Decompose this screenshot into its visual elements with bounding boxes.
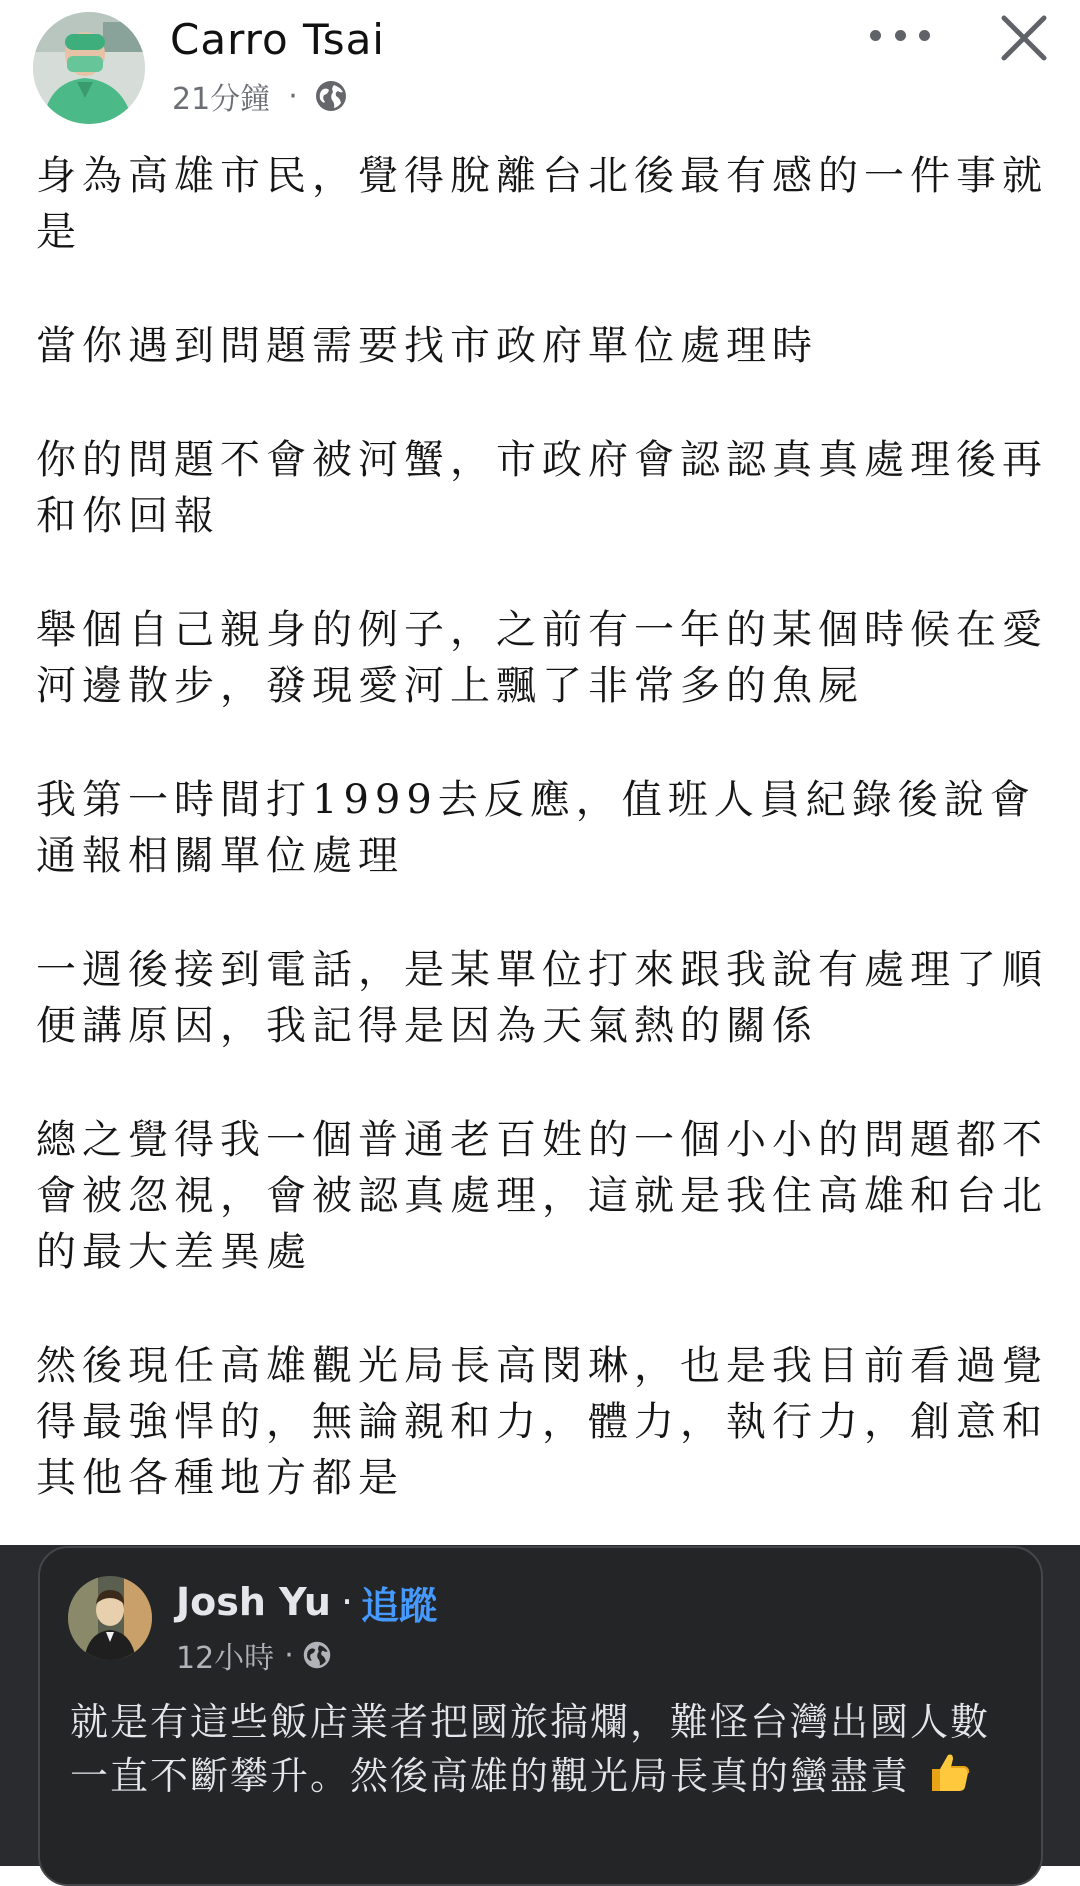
close-button[interactable] (996, 10, 1052, 66)
post-paragraph: 總之覺得我一個普通老百姓的一個小小的問題都不會被忽視，會被認真處理，這就是我住高雄和台北的最大差異處 (36, 1117, 1048, 1275)
comment-meta (176, 1633, 332, 1677)
commenter-avatar[interactable] (68, 1576, 152, 1660)
more-dot (895, 30, 906, 41)
more-dots-icon (870, 30, 881, 41)
post-paragraph: 舉個自己親身的例子，之前有一年的某個時候在愛河邊散步，發現愛河上飄了非常多的魚屍 (36, 607, 1048, 709)
author-avatar[interactable] (33, 12, 145, 124)
post-time[interactable]: 21分鐘 (172, 82, 271, 117)
post-body (36, 148, 1056, 1506)
post-meta (172, 74, 348, 118)
close-icon (996, 10, 1052, 66)
commenter-name[interactable]: Josh Yu (176, 1580, 331, 1624)
post-header (0, 0, 1080, 135)
meta-separator: · (284, 1637, 294, 1673)
author-name[interactable]: Carro Tsai (170, 15, 385, 64)
post-paragraph: 一週後接到電話，是某單位打來跟我說有處理了順便講原因，我記得是因為天氣熱的關係 (36, 947, 1048, 1049)
post-paragraph: 當你遇到問題需要找市政府單位處理時 (36, 323, 818, 369)
post-paragraph: 然後現任高雄觀光局長高閔琳，也是我目前看過覺得最強悍的，無論親和力，體力，執行力，創意和其他各種地方都是 (36, 1343, 1048, 1501)
post-paragraph: 你的問題不會被河蟹，市政府會認認真真處理後再和你回報 (36, 437, 1048, 539)
post-paragraph: 身為高雄市民，覺得脫離台北後最有感的一件事就是 (36, 153, 1048, 255)
thumbs-up-icon (926, 1749, 972, 1795)
comment-header (176, 1574, 437, 1630)
post-paragraph: 我第一時間打1999去反應，值班人員紀錄後說會通報相關單位處理 (36, 777, 1036, 879)
more-options-button[interactable] (870, 20, 930, 50)
header-separator: · (340, 1580, 354, 1624)
globe-icon (314, 79, 348, 113)
globe-icon (302, 1640, 332, 1670)
comment-text (70, 1695, 990, 1803)
meta-separator: · (288, 78, 298, 114)
comment-time[interactable]: 12小時 (176, 1641, 275, 1676)
comment-body: 就是有這些飯店業者把國旅搞爛，難怪台灣出國人數一直不斷攀升。然後高雄的觀光局長真的蠻盡責 (70, 1700, 991, 1798)
follow-button[interactable]: 追蹤 (361, 1583, 438, 1628)
more-dot (919, 30, 930, 41)
